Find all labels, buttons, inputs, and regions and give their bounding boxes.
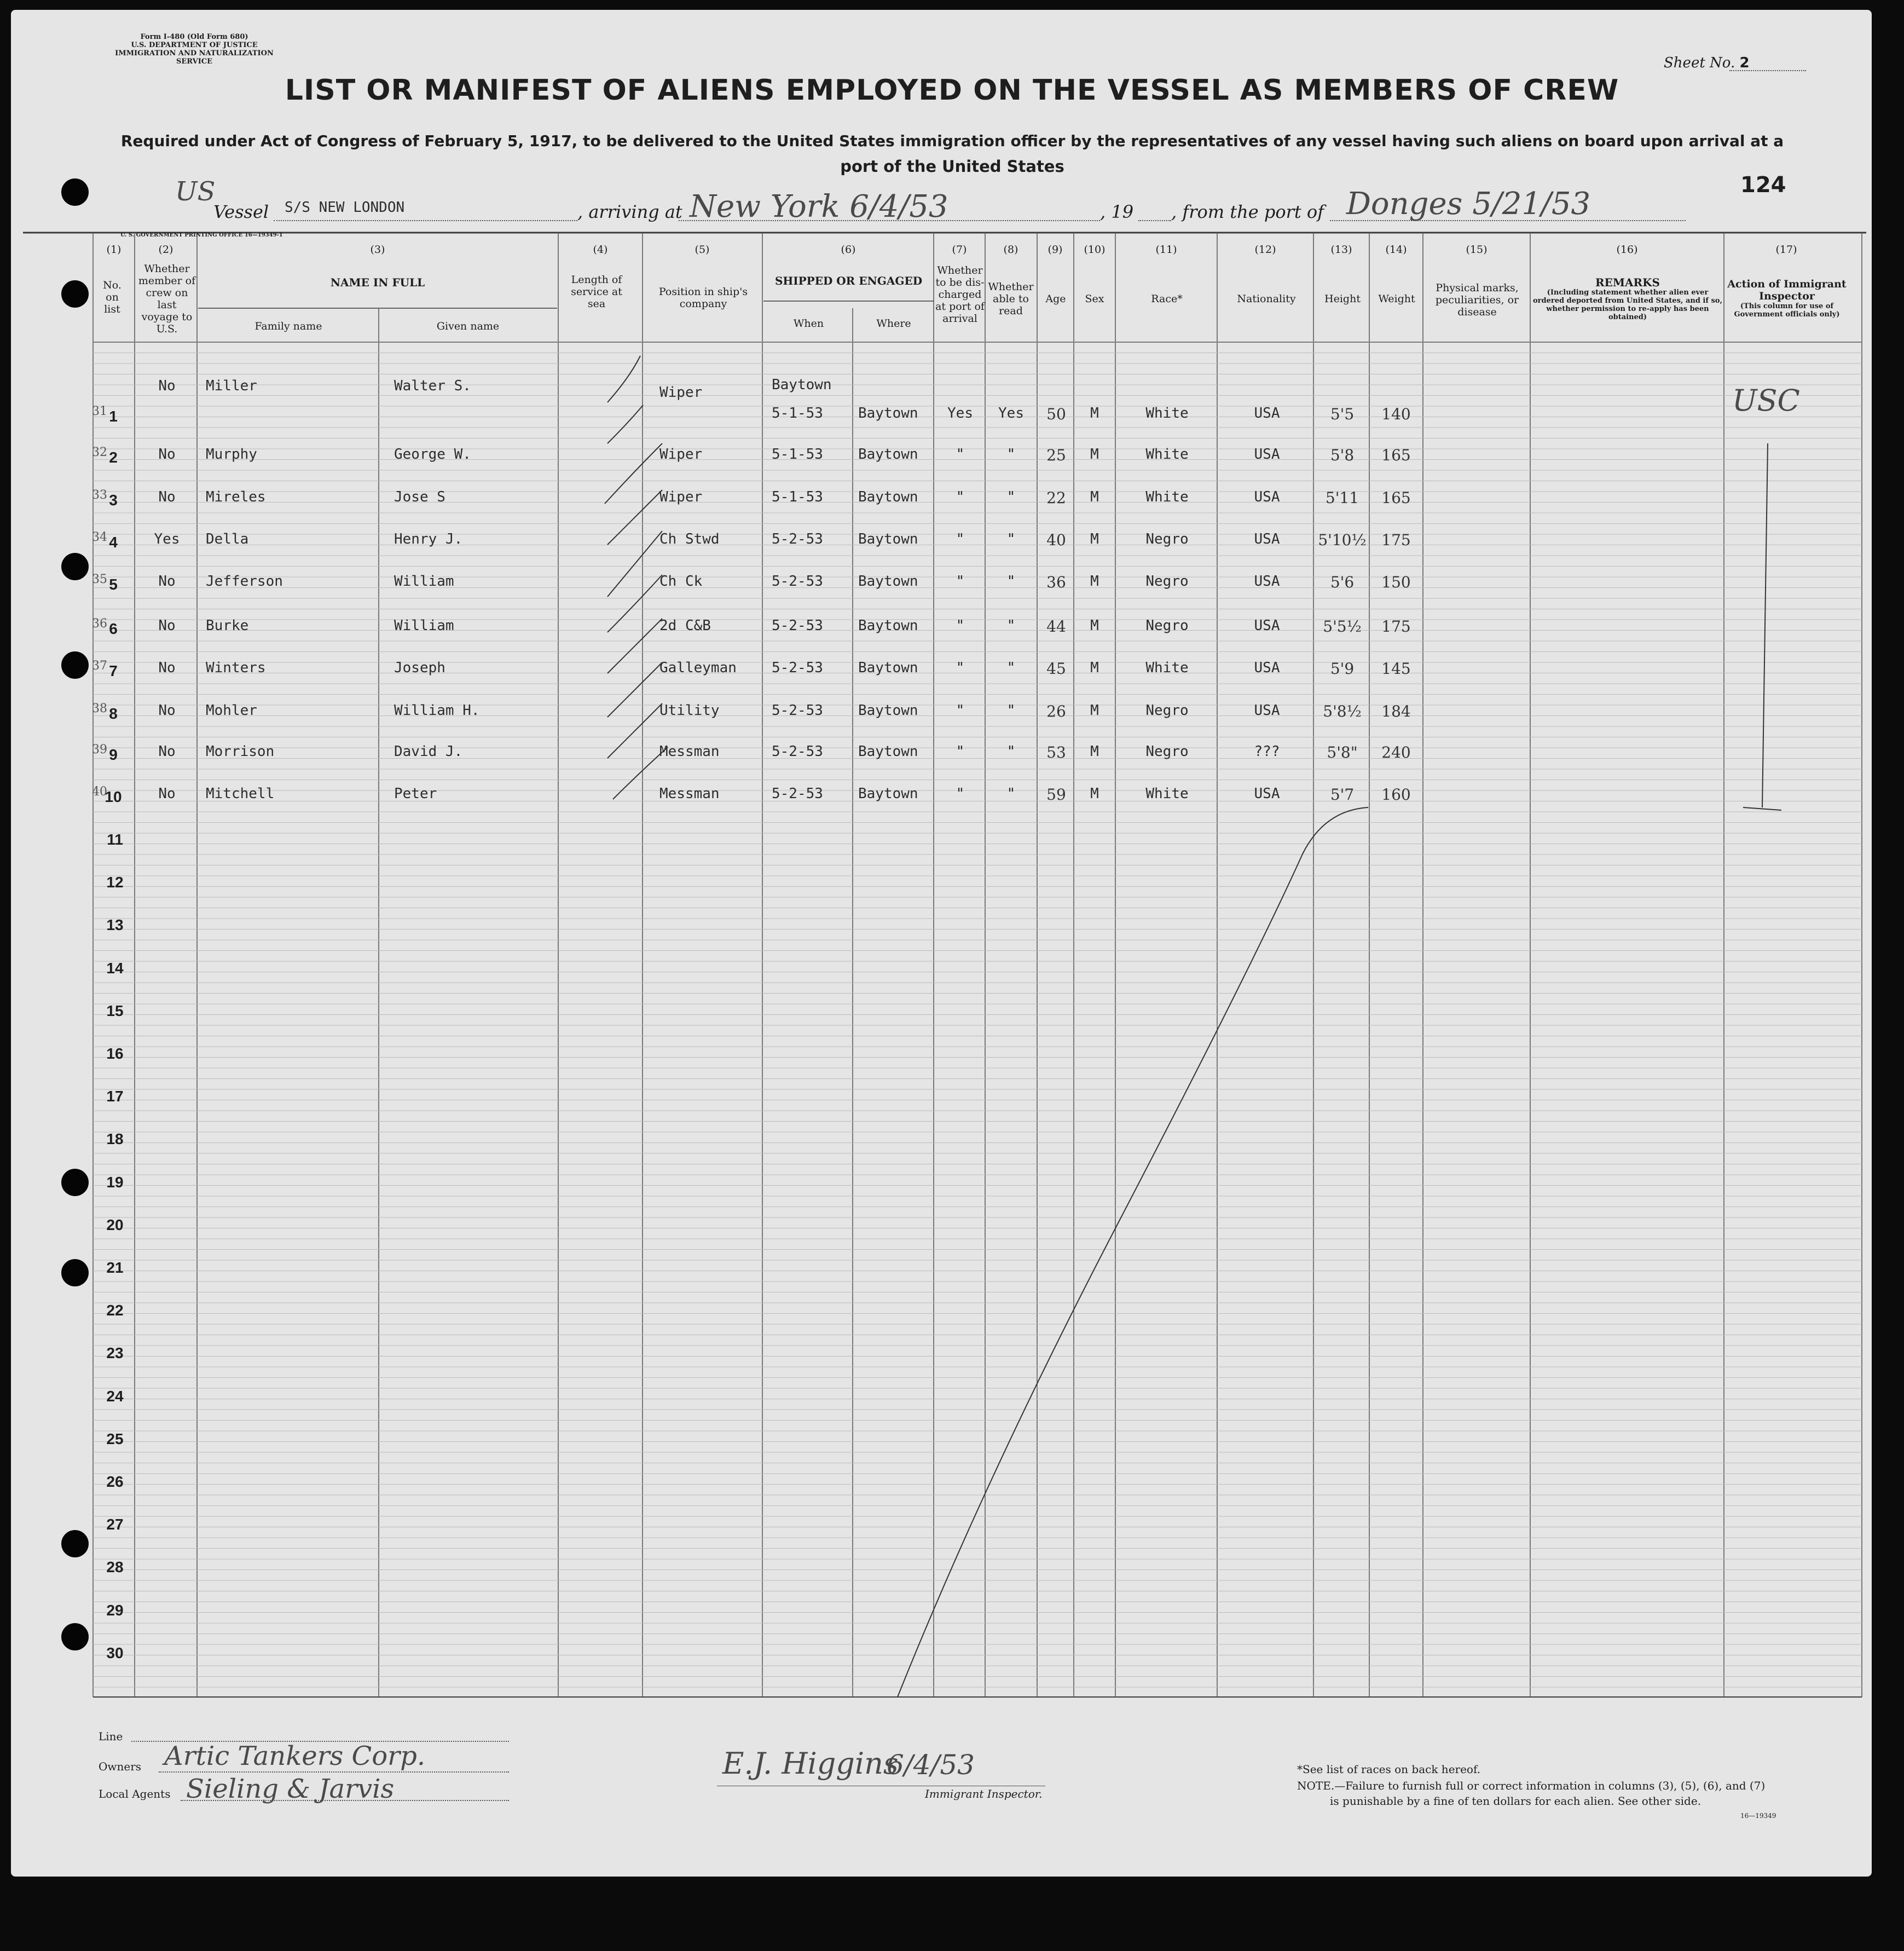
row-number: 24 [106, 1387, 124, 1405]
col-header-sex: Sex [1085, 293, 1104, 305]
from-label: , from the port of [1171, 201, 1324, 222]
row-prefix: 36 [92, 617, 107, 631]
able-to-read: " [1006, 573, 1016, 590]
col-header-where: Where [876, 318, 911, 330]
col-header-remarks [1531, 276, 1724, 321]
row-number [92, 659, 132, 680]
shipped-where: Baytown [858, 489, 918, 505]
family-name: Winters [206, 660, 266, 676]
row-prefix: 40 [92, 785, 107, 799]
discharged: " [956, 660, 965, 676]
race: Negro [1145, 531, 1189, 547]
col-header-physical-marks: Physical marks, peculiarities, or disease [1435, 282, 1519, 318]
able-to-read: " [1006, 702, 1016, 719]
race: Negro [1145, 617, 1189, 634]
owners-label: Owners [99, 1760, 142, 1773]
service-tick [607, 405, 643, 443]
column-number: (13) [1330, 244, 1352, 256]
row-number: 16 [106, 1045, 124, 1062]
row-number: 11 [107, 831, 123, 848]
col-header-family-name: Family name [254, 320, 322, 332]
row-number: 28 [106, 1559, 124, 1576]
height: 5'11 [1325, 489, 1359, 507]
row-index: 4 [109, 534, 118, 551]
row-number [92, 702, 132, 723]
height: 5'7 [1330, 786, 1355, 804]
given-name: William [394, 573, 454, 590]
discharged: " [956, 489, 965, 505]
sex: M [1090, 786, 1099, 802]
given-name: Walter S. [394, 378, 471, 394]
weight: 184 [1381, 702, 1411, 720]
shipped-where: Baytown [858, 702, 918, 719]
line-label: Line [99, 1730, 123, 1743]
row-index: 1 [109, 408, 118, 425]
shipped-when: 5-2-53 [772, 743, 823, 760]
shipped-when: 5-2-53 [772, 617, 823, 634]
family-name: Mitchell [206, 786, 275, 802]
row-index: 9 [109, 746, 118, 763]
shipped-where: Baytown [858, 446, 918, 463]
column-number: (4) [593, 244, 608, 256]
family-name: Murphy [206, 446, 257, 463]
row-number: 25 [106, 1430, 124, 1447]
age: 25 [1046, 446, 1066, 464]
family-name: Burke [206, 617, 249, 634]
service-tick [607, 531, 662, 597]
shipped-when: 5-2-53 [772, 660, 823, 676]
column-number: (8) [1003, 244, 1018, 256]
service-tick [607, 575, 662, 632]
vessel-label: Vessel [213, 201, 269, 222]
column-number: (15) [1466, 244, 1488, 256]
row-prefix: 39 [92, 743, 107, 757]
arriving-value: New York 6/4/53 [690, 189, 948, 224]
able-to-read: " [1006, 489, 1016, 505]
row-number: 15 [106, 1002, 124, 1019]
column-number: (10) [1084, 244, 1106, 256]
race: White [1145, 405, 1189, 422]
inspector-mark: USC [1732, 383, 1800, 418]
vessel-value: S/S NEW LONDON [285, 199, 405, 216]
position: Ch Ck [659, 573, 703, 590]
row-number [92, 573, 132, 593]
col-header-no-on-list: No. on list [103, 279, 121, 315]
age: 40 [1046, 531, 1066, 549]
race: White [1145, 446, 1189, 463]
weight: 165 [1381, 446, 1411, 464]
row-number: 21 [106, 1259, 124, 1276]
race: Negro [1145, 743, 1189, 760]
discharged: " [956, 446, 965, 463]
signature-date: 6/4/53 [887, 1749, 975, 1781]
position: Messman [659, 786, 720, 802]
form-id: Form I-480 (Old Form 680) [140, 33, 248, 41]
given-name: George W. [394, 446, 471, 463]
given-name: Joseph [394, 660, 445, 676]
col-header-inspector-action [1725, 278, 1849, 319]
row-number: 26 [106, 1473, 124, 1490]
family-name: Mohler [206, 702, 257, 719]
nationality: USA [1254, 405, 1280, 422]
nationality: USA [1254, 446, 1280, 463]
row-number [92, 743, 132, 764]
weight: 150 [1381, 573, 1411, 591]
sex: M [1090, 446, 1099, 463]
row-number: 13 [106, 916, 124, 934]
height: 5'8" [1327, 743, 1358, 761]
able-to-read: " [1006, 531, 1016, 547]
height: 5'5 [1330, 405, 1355, 423]
crew-cell: No [158, 786, 176, 802]
height: 5'5½ [1323, 617, 1362, 636]
race: Negro [1145, 573, 1189, 590]
race: White [1145, 786, 1189, 802]
year-label: , 19 [1100, 201, 1134, 222]
position: 2d C&B [659, 617, 711, 634]
nationality: USA [1254, 660, 1280, 676]
owners-value: Artic Tankers Corp. [164, 1741, 426, 1771]
position: Wiper [659, 384, 703, 401]
weight: 160 [1381, 786, 1411, 804]
shipped-when: 5-1-53 [772, 489, 823, 505]
row-prefix: 35 [92, 573, 107, 586]
race: White [1145, 660, 1189, 676]
nationality: ??? [1254, 743, 1280, 760]
col-header-nationality: Nationality [1237, 293, 1296, 305]
row-number [92, 785, 132, 806]
row-index: 2 [109, 449, 118, 466]
column-number: (9) [1048, 244, 1063, 256]
able-to-read: " [1006, 446, 1016, 463]
print-office: U. S. GOVERNMENT PRINTING OFFICE 16—19349-1 [120, 232, 283, 238]
crew-cell: No [158, 489, 176, 505]
nationality: USA [1254, 702, 1280, 719]
family-name: Della [206, 531, 249, 547]
service-tick [607, 619, 662, 673]
row-number: 29 [106, 1601, 124, 1619]
inspector-signature: E.J. Higgins [722, 1746, 899, 1781]
sex: M [1090, 702, 1099, 719]
age: 26 [1046, 702, 1066, 720]
shipped-where: Baytown [858, 660, 918, 676]
from-value: Donges 5/21/53 [1346, 186, 1591, 222]
discharged: Yes [947, 405, 973, 422]
age: 50 [1046, 405, 1066, 423]
row-index: 6 [109, 620, 118, 637]
page-number: 124 [1740, 172, 1786, 198]
nationality: USA [1254, 573, 1280, 590]
given-name: Jose S [394, 489, 445, 505]
col-header-weight: Weight [1378, 293, 1415, 305]
footnote-penalty: NOTE.—Failure to furnish full or correct information in columns (3), (5), (6), and (7) [1297, 1779, 1766, 1792]
col-header-when: When [793, 318, 824, 330]
sex: M [1090, 405, 1099, 422]
position: Galleyman [659, 660, 737, 676]
row-index: 7 [109, 662, 118, 679]
col-header-discharged: Whether to be dis-charged at port of arrival [935, 264, 985, 325]
row-index: 5 [109, 576, 118, 593]
col-header-age: Age [1045, 293, 1066, 305]
position: Utility [659, 702, 720, 719]
height: 5'9 [1330, 660, 1355, 678]
column-number: (17) [1775, 244, 1797, 256]
column-number: (11) [1155, 244, 1177, 256]
inspector-bracket [1743, 443, 1781, 810]
col-header-name-in-full: NAME IN FULL [330, 276, 425, 289]
weight: 140 [1381, 405, 1411, 423]
row-index: 10 [105, 788, 122, 805]
shipped-when-place: Baytown [772, 377, 832, 393]
col-header-length-service: Length of service at sea [571, 274, 622, 310]
column-number: (16) [1616, 244, 1638, 256]
race: White [1145, 489, 1189, 505]
given-name: Henry J. [394, 531, 463, 547]
position: Messman [659, 743, 720, 760]
row-number [92, 405, 132, 425]
footnote-penalty-2: is punishable by a fine of ten dollars for each alien. See other side. [1330, 1794, 1702, 1808]
crew-cell: No [158, 660, 176, 676]
service-tick [607, 662, 662, 717]
row-prefix: 33 [92, 488, 107, 502]
height: 5'10½ [1318, 531, 1367, 549]
sex: M [1090, 531, 1099, 547]
col-header-race: Race* [1151, 293, 1183, 305]
row-number: 30 [106, 1644, 124, 1661]
column-number: (6) [841, 244, 856, 256]
agents-value: Sieling & Jarvis [186, 1774, 395, 1804]
given-name: William H. [394, 702, 480, 719]
row-number: 22 [106, 1302, 124, 1319]
position: Wiper [659, 489, 703, 505]
page-title: LIST OR MANIFEST OF ALIENS EMPLOYED ON THE VESSEL AS MEMBERS OF CREW [285, 74, 1619, 107]
row-number: 18 [106, 1130, 124, 1148]
nationality: USA [1254, 489, 1280, 505]
col-header-given-name: Given name [436, 320, 500, 332]
shipped-when: 5-2-53 [772, 702, 823, 719]
col-header-shipped-engaged: SHIPPED OR ENGAGED [774, 274, 923, 287]
sex: M [1090, 617, 1099, 634]
discharged: " [956, 786, 965, 802]
shipped-where: Baytown [858, 531, 918, 547]
nationality: USA [1254, 531, 1280, 547]
sheet-label: Sheet No. [1664, 55, 1735, 71]
given-name: David J. [394, 743, 463, 760]
weight: 145 [1381, 660, 1411, 678]
row-prefix: 31 [92, 405, 107, 418]
row-number [92, 488, 132, 509]
able-to-read: Yes [998, 405, 1024, 422]
discharged: " [956, 573, 965, 590]
us-mark: US [175, 176, 216, 207]
remarks-note: (Including statement whether alien ever ordered deported from United States, and if so, whether permission to re-apply has been obtained) [1532, 288, 1723, 321]
column-number: (7) [952, 244, 967, 256]
shipped-where: Baytown [858, 573, 918, 590]
sheet-value: 2 [1739, 55, 1750, 71]
shipped-where: Baytown [858, 405, 918, 422]
column-number: (1) [106, 244, 121, 256]
weight: 175 [1381, 617, 1411, 636]
age: 45 [1046, 660, 1066, 678]
form-code: 16—19349 [1740, 1812, 1776, 1820]
family-name: Miller [206, 378, 257, 394]
shipped-where: Baytown [858, 617, 918, 634]
col-header-position: Position in ship's company [658, 286, 748, 310]
service: IMMIGRATION AND NATURALIZATION SERVICE [115, 49, 274, 66]
row-prefix: 37 [92, 659, 107, 673]
family-name: Jefferson [206, 573, 283, 590]
shipped-where: Baytown [858, 786, 918, 802]
age: 22 [1046, 489, 1066, 507]
row-number: 20 [106, 1216, 124, 1233]
shipped-when: 5-1-53 [772, 405, 823, 422]
able-to-read: " [1006, 743, 1016, 760]
arriving-label: , arriving at [577, 201, 682, 222]
inspector-title: Action of Immigrant Inspector [1727, 278, 1847, 302]
row-number: 27 [106, 1516, 124, 1533]
crew-cell: No [158, 378, 176, 394]
able-to-read: " [1006, 617, 1016, 634]
remarks-title: REMARKS [1595, 276, 1660, 289]
shipped-when: 5-1-53 [772, 446, 823, 463]
crew-cell: Yes [154, 531, 180, 547]
height: 5'8½ [1323, 702, 1362, 720]
column-number: (12) [1254, 244, 1276, 256]
col-header-crew-last-voyage: Whether member of crew on last voyage to U.S. [138, 263, 196, 335]
race: Negro [1145, 702, 1189, 719]
position: Ch Stwd [659, 531, 720, 547]
weight: 240 [1381, 743, 1411, 761]
discharged: " [956, 702, 965, 719]
age: 44 [1046, 617, 1066, 636]
row-number [92, 446, 132, 466]
row-number [92, 617, 132, 638]
sex: M [1090, 660, 1099, 676]
inspector-note: (This column for use of Government officials only) [1734, 302, 1840, 319]
sex: M [1090, 573, 1099, 590]
shipped-when: 5-2-53 [772, 786, 823, 802]
sex: M [1090, 743, 1099, 760]
column-number: (3) [370, 244, 385, 256]
row-index: 3 [109, 492, 118, 509]
row-prefix: 32 [92, 446, 107, 459]
row-number: 23 [106, 1344, 124, 1362]
crew-cell: No [158, 446, 176, 463]
row-prefix: 34 [92, 530, 107, 544]
weight: 175 [1381, 531, 1411, 549]
family-name: Mireles [206, 489, 266, 505]
department: U.S. DEPARTMENT OF JUSTICE [131, 41, 258, 49]
row-index: 8 [109, 705, 118, 722]
nationality: USA [1254, 617, 1280, 634]
age: 36 [1046, 573, 1066, 591]
col-header-able-read: Whether able to read [988, 281, 1034, 317]
discharged: " [956, 617, 965, 634]
col-header-height: Height [1324, 293, 1361, 305]
able-to-read: " [1006, 786, 1016, 802]
column-number: (5) [695, 244, 710, 256]
owners-field [159, 1771, 509, 1773]
service-tick [605, 443, 662, 504]
row-number: 14 [106, 959, 124, 977]
position: Wiper [659, 446, 703, 463]
service-tick [607, 490, 662, 545]
discharged: " [956, 531, 965, 547]
row-prefix: 38 [92, 702, 107, 715]
shipped-when: 5-2-53 [772, 573, 823, 590]
crew-cell: No [158, 702, 176, 719]
subtitle-line-1: Required under Act of Congress of February 5, 1917, to be delivered to the United States immigration officer by the representatives of any vessel having such aliens on board upon arrival at a [120, 132, 1784, 150]
footnote-races: *See list of races on back hereof. [1297, 1763, 1481, 1776]
weight: 165 [1381, 489, 1411, 507]
age: 59 [1046, 786, 1066, 804]
given-name: Peter [394, 786, 437, 802]
row-number [92, 530, 132, 551]
crew-cell: No [158, 743, 176, 760]
shipped-when: 5-2-53 [772, 531, 823, 547]
age: 53 [1046, 743, 1066, 761]
height: 5'8 [1330, 446, 1355, 464]
service-tick [607, 703, 662, 758]
nationality: USA [1254, 786, 1280, 802]
cancel-stroke [898, 807, 1368, 1697]
row-number: 17 [106, 1088, 124, 1105]
column-number: (2) [158, 244, 173, 256]
inspector-label: Immigrant Inspector. [925, 1787, 1043, 1800]
crew-cell: No [158, 617, 176, 634]
crew-cell: No [158, 573, 176, 590]
row-number: 12 [106, 874, 124, 891]
family-name: Morrison [206, 743, 275, 760]
sex: M [1090, 489, 1099, 505]
discharged: " [956, 743, 965, 760]
agents-label: Local Agents [99, 1787, 171, 1800]
subtitle-line-2: port of the United States [840, 157, 1064, 176]
height: 5'6 [1330, 573, 1355, 591]
column-number: (14) [1385, 244, 1407, 256]
able-to-read: " [1006, 660, 1016, 676]
given-name: William [394, 617, 454, 634]
shipped-where: Baytown [858, 743, 918, 760]
row-number: 19 [106, 1173, 124, 1191]
